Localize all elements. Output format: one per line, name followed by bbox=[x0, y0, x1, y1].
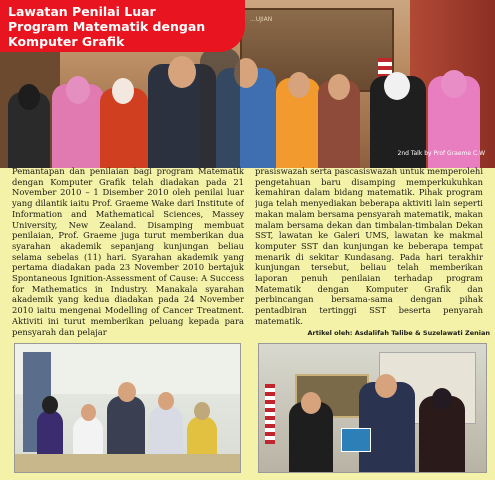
title-banner bbox=[0, 0, 245, 52]
group-photo-bottom-right bbox=[258, 343, 487, 473]
window-sign: ...UJIAN bbox=[250, 16, 273, 23]
paragraph: Pemantapan dan penilaian bagi program Matematik dengan Komputer Grafik telah diadakan pada 21 November 2010 – 1 Disember 2010 oleh penilai luar yang dilantik iaitu Prof. Graeme Wake dari Institute of Information and Mathematical Sciences, Massey University, New Zealand. Disamping membuat penilaian, Prof. Graeme juga turut memberikan dua syarahan akademik sepanjang kunjungan beliau selama sebelas (11) hari. Syarahan akademik yang pertama diadakan pada 23 November 2010 bertajuk Spontaneous Ignition-Assessment of Cause: A Success for Mathematics in Industry. Manakala syarahan akademik yang kedua diadakan pada 24 November 2010 iaitu mengenai Modelling of Cancer Treatment. Aktiviti ini turut memberikan peluang kepada para pensyarah dan pelajar bbox=[12, 166, 244, 337]
paragraph: prasiswazah serta pascasiswazah untuk memperolehi pengetahuan baru disamping memperkukuhkan kemahiran dalam bidang matematik. Pihak program juga telah menyediakan beberapa aktiviti lain seperti makan malam bersama pensyarah matematik, makan malam bersama dekan dan timbalan-timbalan Dekan SST, lawatan ke Galeri UMS, lawatan ke makmal komputer SST dan kunjungan ke beberapa tempat menarik di sekitar Kundasang. Pada hari terakhir kunjungan tersebut, beliau telah memberikan laporan penuh penilaian terhadap program Matematik dengan Komputer Grafik dan perbincangan bersama-sama dengan pihak pentadbiran tertinggi SST beserta penyarah matematik. bbox=[255, 166, 483, 326]
author-credit: Artikel oleh: Asdalifah Talibe & Suzelawati Zenian bbox=[307, 329, 490, 337]
text-column-right bbox=[255, 166, 483, 342]
text-column-left bbox=[12, 166, 244, 342]
photo-caption: 2nd Talk by Prof Graeme C.W bbox=[397, 150, 485, 157]
article-title: Lawatan Penilai Luar Program Matematik dengan Komputer Grafik bbox=[8, 4, 206, 49]
group-photo-bottom-left bbox=[14, 343, 241, 473]
